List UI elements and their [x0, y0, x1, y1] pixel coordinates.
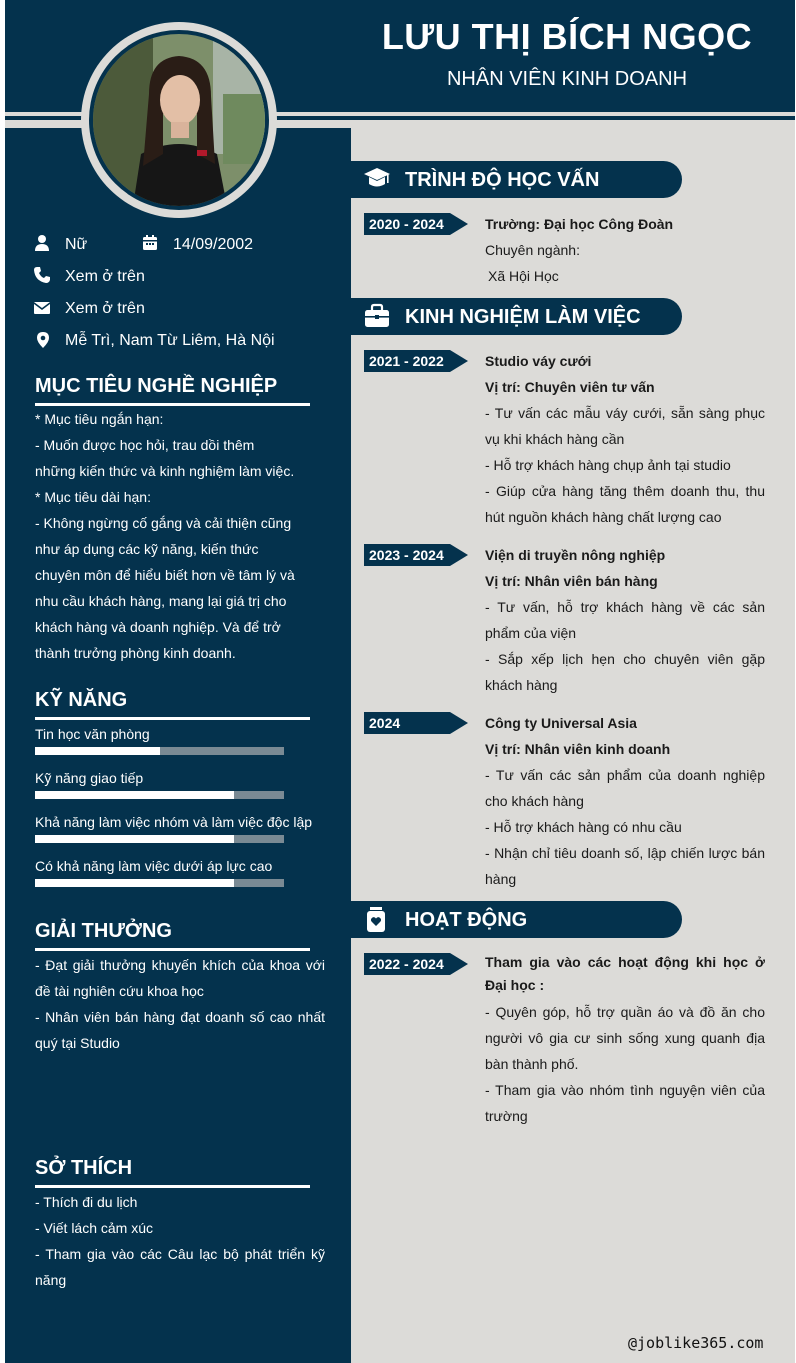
skill-bar: [35, 791, 284, 799]
user-icon: [33, 234, 51, 252]
job-task: - Giúp cửa hàng tăng thêm doanh thu, thu hút nguồn khách hàng chất lượng cao: [485, 483, 765, 525]
skill-label: Tin học văn phòng: [35, 726, 150, 742]
job-task: - Tư vấn các mẫu váy cưới, sẵn sàng phục vụ khi khách hàng cần: [485, 405, 765, 447]
education-school: Trường: Đại học Công Đoàn: [485, 216, 674, 232]
hobbies-text: [35, 1189, 325, 1293]
activity-heading: Tham gia vào các hoạt động khi học ở Đại học :: [485, 954, 765, 993]
gender-value: Nữ: [65, 236, 88, 253]
avatar: [93, 34, 265, 206]
email-icon: [33, 299, 51, 317]
skill-bar: [35, 879, 284, 887]
education-date: 2020 - 2024: [369, 216, 444, 232]
hobby-line: - Thích đi du lịch: [35, 1194, 138, 1210]
skill-label: Có khả năng làm việc dưới áp lực cao: [35, 858, 273, 874]
objective-title: MỤC TIÊU NGHỀ NGHIỆP: [35, 375, 278, 397]
activity-line: - Quyên góp, hỗ trợ quần áo và đồ ăn cho người vô gia cư sinh sống xung quanh địa bàn thành phố.: [485, 1004, 765, 1072]
activity-badge-icon: [364, 906, 388, 934]
job-task: - Hỗ trợ khách hàng có nhu cầu: [485, 819, 682, 835]
objective-line: * Mục tiêu dài hạn:: [35, 489, 151, 505]
skills-title: KỸ NĂNG: [35, 689, 128, 711]
job-date: 2023 - 2024: [369, 547, 444, 563]
hobbies-title: SỞ THÍCH: [35, 1157, 133, 1179]
briefcase-icon: [363, 303, 391, 329]
candidate-name: LƯU THỊ BÍCH NGỌC: [381, 16, 753, 57]
education-major-label: Chuyên ngành:: [485, 242, 580, 258]
birthday-value: 14/09/2002: [173, 236, 254, 253]
phone-icon: [33, 266, 51, 284]
job-company: Công ty Universal Asia: [485, 715, 637, 731]
cv-page: [5, 0, 795, 1363]
skills-rule: [35, 717, 310, 720]
objective-line: - Không ngừng cố gắng và cải thiện cũng như áp dụng các kỹ năng, kiến thức chuyên môn để hiểu biết hơn về tâm lý và nhu cầu khách hàng, mang lại giá trị cho khách hàng và doanh nghiệp. Và để trở thành trưởng phòng kinh doanh.: [35, 515, 295, 661]
experience-title: KINH NGHIỆM LÀM VIỆC: [405, 306, 641, 328]
job-entry: [485, 348, 765, 530]
education-major: Xã Hội Học: [488, 268, 559, 284]
job-date: 2024: [369, 715, 401, 731]
job-position: Vị trí: Nhân viên kinh doanh: [485, 741, 671, 757]
job-date: 2021 - 2022: [369, 353, 444, 369]
graduation-cap-icon: [363, 166, 391, 192]
skill-fill: [35, 791, 234, 799]
job-entry: [485, 710, 765, 892]
job-company: Studio váy cưới: [485, 353, 592, 369]
education-entry: [485, 211, 765, 289]
phone-value: Xem ở trên: [65, 268, 145, 285]
activity-line: - Tham gia vào nhóm tình nguyện viên của trường: [485, 1082, 765, 1124]
hobbies-rule: [35, 1185, 310, 1188]
skill-bar: [35, 835, 284, 843]
job-position: Vị trí: Nhân viên bán hàng: [485, 573, 658, 589]
activity-entry-details: [485, 999, 765, 1129]
job-task: - Hỗ trợ khách hàng chụp ảnh tại studio: [485, 457, 731, 473]
job-title: NHÂN VIÊN KINH DOANH: [446, 68, 688, 90]
hobby-line: - Tham gia vào các Câu lạc bộ phát triển kỹ năng: [35, 1246, 325, 1288]
job-task: - Nhận chỉ tiêu doanh số, lập chiến lược bán hàng: [485, 845, 765, 887]
skill-fill: [35, 835, 234, 843]
skill-fill: [35, 879, 234, 887]
job-entry: [485, 542, 765, 698]
skill-fill: [35, 747, 160, 755]
job-position: Vị trí: Chuyên viên tư vấn: [485, 379, 655, 395]
skill-bar: [35, 747, 284, 755]
job-task: - Tư vấn, hỗ trợ khách hàng về các sản phẩm của viện: [485, 599, 765, 641]
objective-text: [35, 406, 297, 666]
award-line: - Đạt giải thưởng khuyến khích của khoa với đề tài nghiên cứu khoa học: [35, 957, 325, 999]
award-line: - Nhân viên bán hàng đạt doanh số cao nhất quý tại Studio: [35, 1009, 325, 1051]
hobby-line: - Viết lách cảm xúc: [35, 1220, 154, 1236]
email-value: Xem ở trên: [65, 300, 145, 317]
awards-rule: [35, 948, 310, 951]
job-task: - Sắp xếp lịch hẹn cho chuyên viên gặp khách hàng: [485, 651, 765, 693]
calendar-icon: [141, 234, 159, 252]
job-task: - Tư vấn các sản phẩm của doanh nghiệp cho khách hàng: [485, 767, 765, 809]
objective-line: * Mục tiêu ngắn hạn:: [35, 411, 164, 427]
address-value: Mễ Trì, Nam Từ Liêm, Hà Nội: [65, 332, 275, 349]
awards-title: GIẢI THƯỞNG: [35, 920, 172, 942]
job-company: Viện di truyền nông nghiệp: [485, 547, 666, 563]
skill-label: Khả năng làm việc nhóm và làm việc độc lập: [35, 814, 313, 830]
location-pin-icon: [34, 331, 52, 349]
education-title: TRÌNH ĐỘ HỌC VẤN: [405, 169, 600, 191]
activities-title: HOẠT ĐỘNG: [405, 909, 528, 931]
activity-date: 2022 - 2024: [369, 956, 444, 972]
skill-label: Kỹ năng giao tiếp: [35, 770, 144, 786]
objective-line: - Muốn được học hỏi, trau dồi thêm những kiến thức và kinh nghiệm làm việc.: [35, 437, 295, 479]
activity-entry: [485, 951, 765, 997]
watermark: @joblike365.com: [628, 1334, 764, 1352]
portrait-photo: [93, 34, 265, 206]
awards-text: [35, 952, 325, 1056]
